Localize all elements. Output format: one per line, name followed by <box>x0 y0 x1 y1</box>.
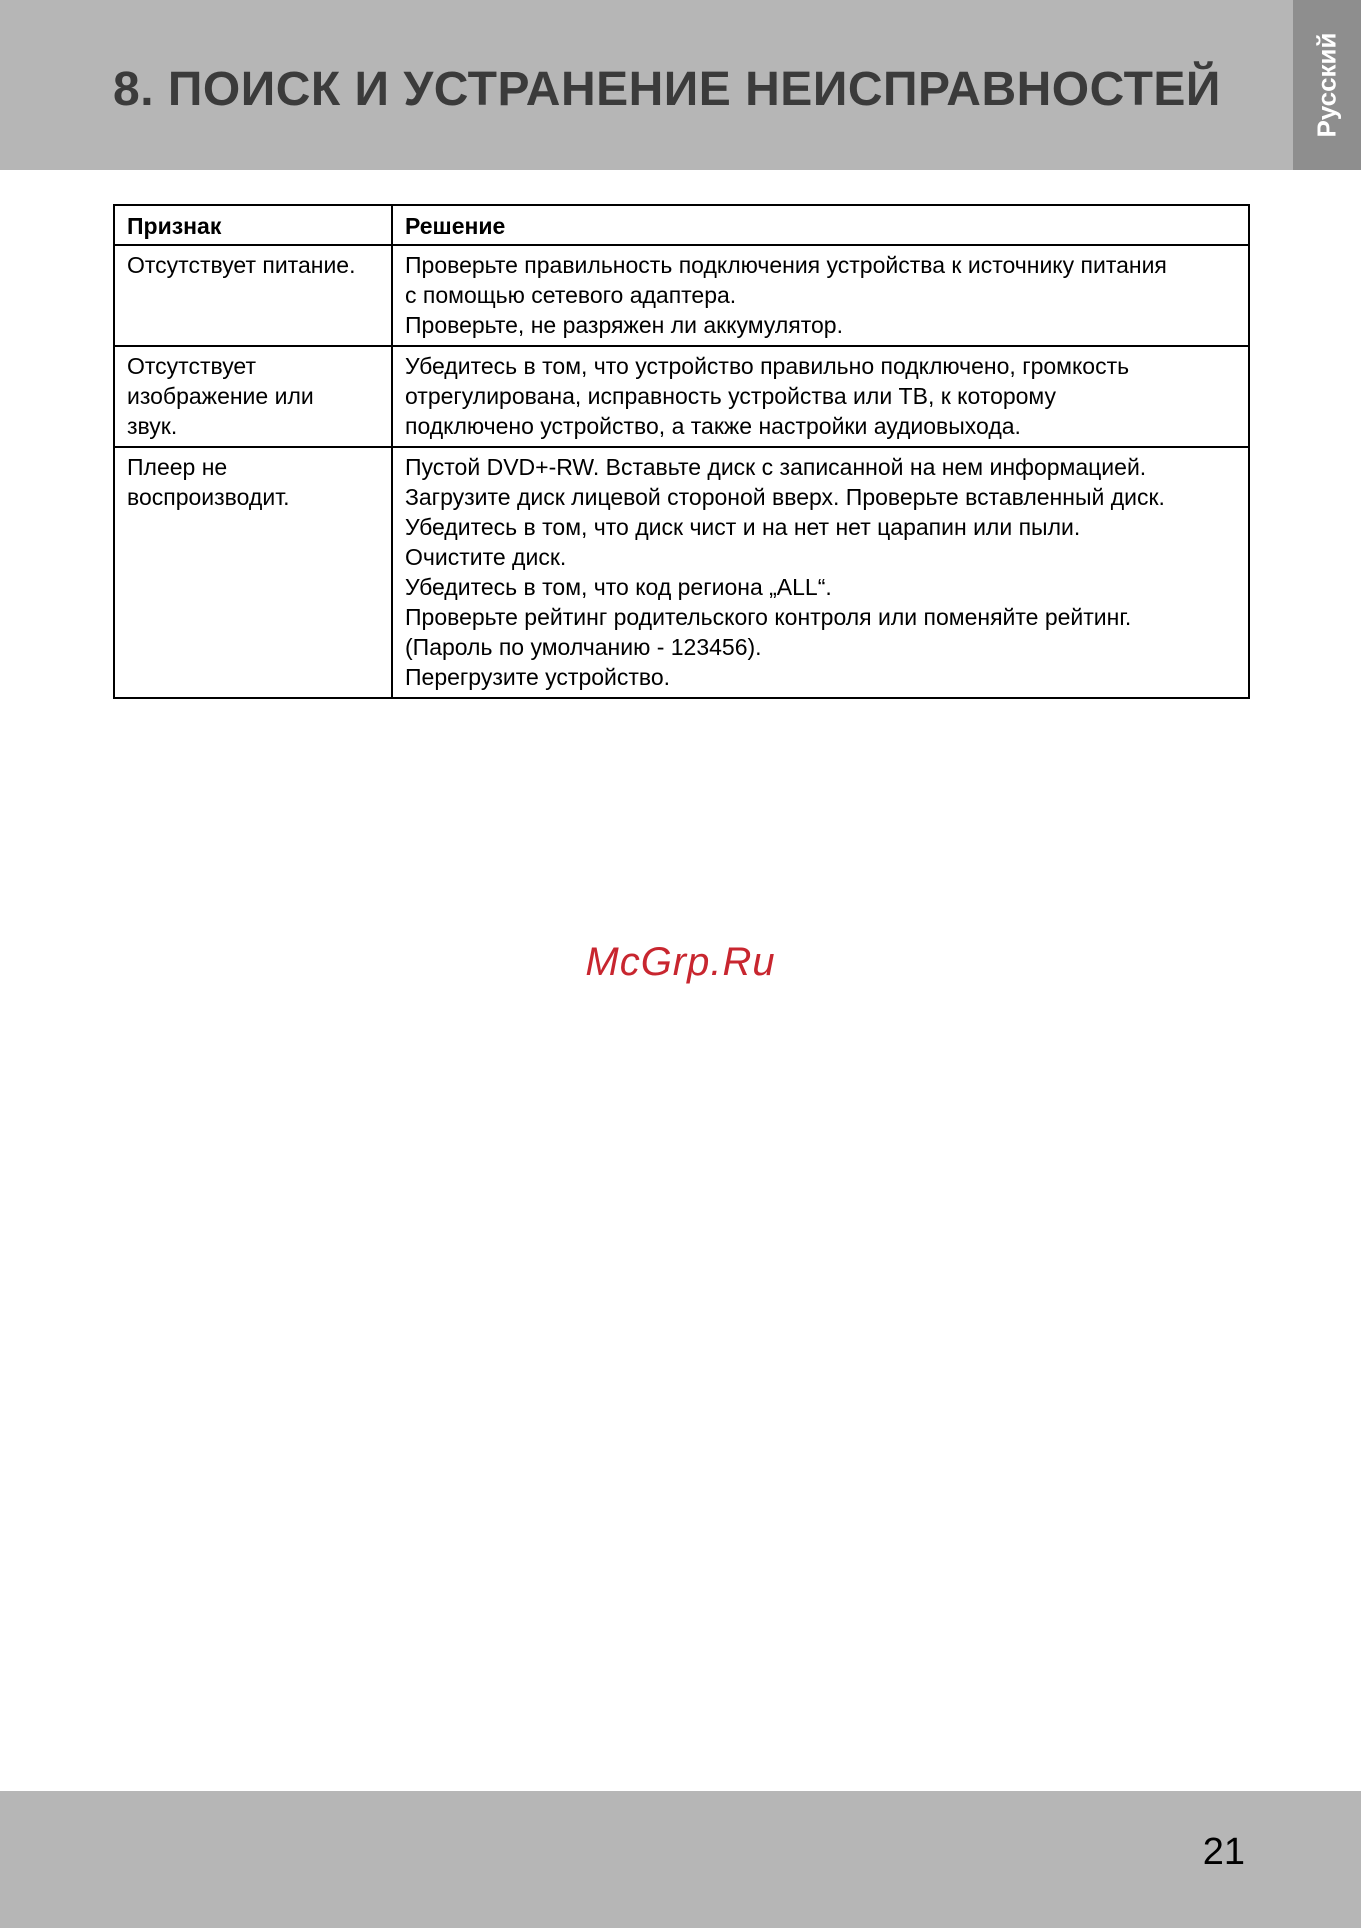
table-row <box>114 245 1249 346</box>
symptom-line: воспроизводит. <box>127 484 290 510</box>
solution-line: Проверьте правильность подключения устройства к источнику питания <box>405 252 1167 278</box>
footer-band <box>0 1791 1361 1928</box>
table-row <box>114 447 1249 698</box>
solution-cell <box>392 346 1249 447</box>
language-tab-label: Русский <box>1311 32 1342 138</box>
header-band <box>0 0 1293 170</box>
symptom-line: Плеер не <box>127 454 228 480</box>
symptom-line: звук. <box>127 413 178 439</box>
solution-line: (Пароль по умолчанию - 123456). <box>405 634 762 660</box>
solution-line: подключено устройство, а также настройки аудиовыхода. <box>405 413 1021 439</box>
solution-line: Убедитесь в том, что код региона „ALL“. <box>405 574 832 600</box>
solution-cell <box>392 447 1249 698</box>
solution-line: Убедитесь в том, что диск чист и на нет нет царапин или пыли. <box>405 514 1081 540</box>
solution-line: Очистите диск. <box>405 544 567 570</box>
solution-line: Пустой DVD+-RW. Вставьте диск с записанной на нем информацией. <box>405 454 1147 480</box>
symptom-line: изображение или <box>127 383 314 409</box>
solution-line: Проверьте рейтинг родительского контроля или поменяйте рейтинг. <box>405 604 1132 630</box>
solution-line: Загрузите диск лицевой стороной вверх. Проверьте вставленный диск. <box>405 484 1165 510</box>
column-header-solution: Решение <box>392 205 1249 245</box>
table-row <box>114 346 1249 447</box>
solution-line: Убедитесь в том, что устройство правильно подключено, громкость <box>405 353 1130 379</box>
column-header-symptom: Признак <box>114 205 392 245</box>
solution-line: с помощью сетевого адаптера. <box>405 282 737 308</box>
page-title: 8. ПОИСК И УСТРАНЕНИЕ НЕИСПРАВНОСТЕЙ <box>113 63 1221 116</box>
solution-line: Проверьте, не разряжен ли аккумулятор. <box>405 312 843 338</box>
table-header-row <box>114 205 1249 245</box>
troubleshooting-table <box>113 204 1250 699</box>
symptom-line: Отсутствует питание. <box>127 252 356 278</box>
language-tab <box>1293 0 1361 170</box>
symptom-cell <box>114 346 392 447</box>
solution-line: отрегулирована, исправность устройства или ТВ, к которому <box>405 383 1057 409</box>
solution-cell <box>392 245 1249 346</box>
symptom-cell <box>114 447 392 698</box>
symptom-cell <box>114 245 392 346</box>
page-number: 21 <box>1202 1831 1245 1873</box>
solution-line: Перегрузите устройство. <box>405 664 671 690</box>
watermark-link[interactable]: McGrp.Ru <box>585 940 776 984</box>
symptom-line: Отсутствует <box>127 353 256 379</box>
